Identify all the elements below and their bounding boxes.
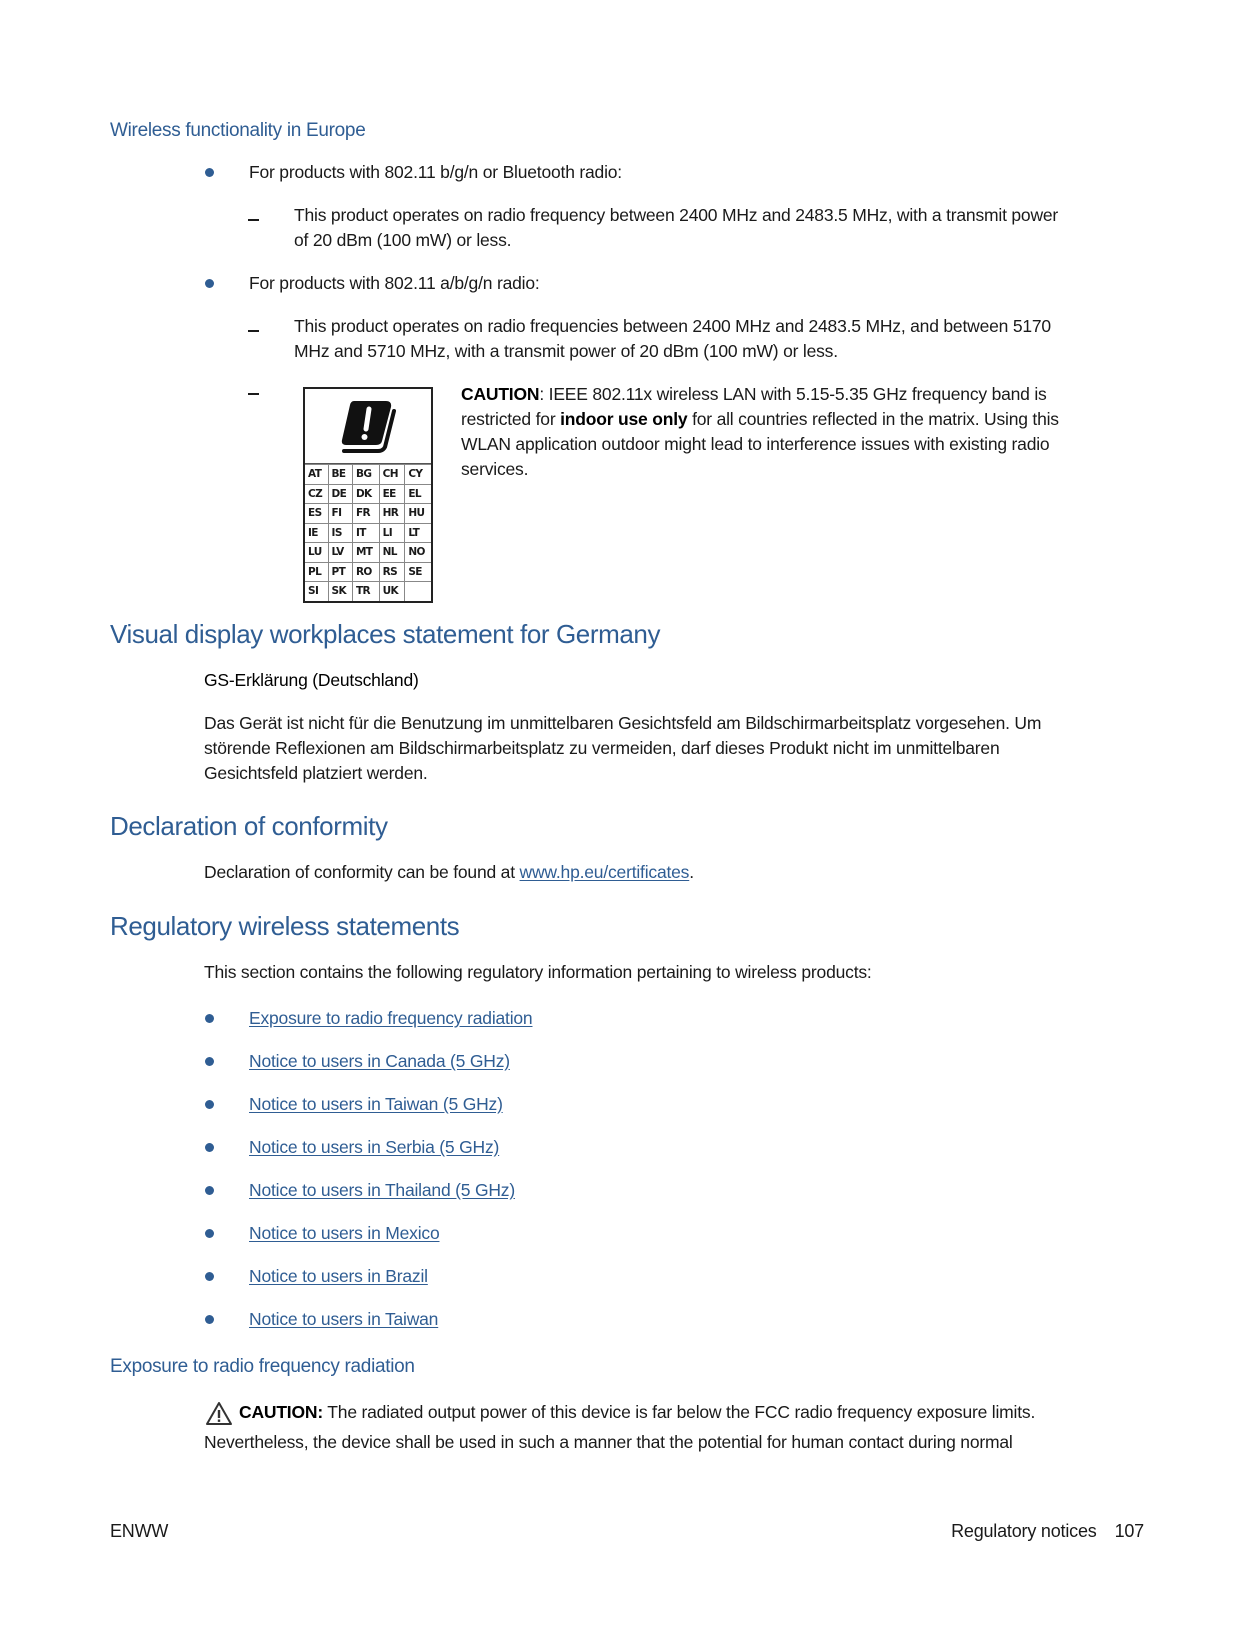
- paragraph-line: Gesichtsfeld platziert werden.: [204, 763, 428, 783]
- country-code-cell: NO: [405, 543, 431, 563]
- caution-line: : IEEE 802.11x wireless LAN with 5.15-5.35 GHz frequency band is: [539, 384, 1047, 404]
- country-code-cell: TR: [352, 582, 379, 601]
- exposure-caution-line: Nevertheless, the device shall be used in such a manner that the potential for human contact during normal: [204, 1432, 1013, 1452]
- country-row: [305, 504, 431, 524]
- country-row: [305, 562, 431, 582]
- country-code-cell: PT: [328, 562, 352, 582]
- germany-subheading: GS-Erklärung (Deutschland): [204, 670, 419, 690]
- country-row: [305, 465, 431, 485]
- country-code-cell: BE: [328, 465, 352, 485]
- bullet-text: For products with 802.11 b/g/n or Bluetooth radio:: [249, 162, 622, 182]
- country-code-cell: ES: [305, 504, 328, 524]
- country-code-cell: IE: [305, 523, 328, 543]
- country-table: [305, 464, 431, 601]
- sub-item-line: This product operates on radio frequencies between 2400 MHz and 2483.5 MHz, and between 5170: [294, 316, 1051, 336]
- country-code-cell: CZ: [305, 484, 328, 504]
- exposure-caution-line: [239, 1400, 1035, 1425]
- regulatory-link[interactable]: Notice to users in Mexico: [249, 1223, 440, 1243]
- country-code-cell: DE: [328, 484, 352, 504]
- caution-line: services.: [461, 459, 529, 479]
- conformity-heading: Declaration of conformity: [110, 811, 388, 841]
- exposure-caution-label: CAUTION:: [239, 1402, 323, 1422]
- bullet-icon: [205, 1315, 214, 1324]
- country-code-cell: FR: [352, 504, 379, 524]
- bullet-icon: [205, 168, 214, 177]
- country-row: [305, 582, 431, 601]
- country-code-cell: DK: [352, 484, 379, 504]
- country-code-cell: NL: [379, 543, 405, 563]
- bullet-icon: [205, 1272, 214, 1281]
- country-code-cell: RO: [352, 562, 379, 582]
- regulatory-link[interactable]: Notice to users in Taiwan (5 GHz): [249, 1094, 503, 1114]
- country-row: [305, 543, 431, 563]
- country-code-cell: CY: [405, 465, 431, 485]
- country-code-cell: LU: [305, 543, 328, 563]
- regulatory-link[interactable]: Exposure to radio frequency radiation: [249, 1008, 533, 1028]
- bullet-icon: [205, 1186, 214, 1195]
- country-code-cell: MT: [352, 543, 379, 563]
- regulatory-link[interactable]: Notice to users in Thailand (5 GHz): [249, 1180, 515, 1200]
- bullet-icon: [205, 279, 214, 288]
- country-code-cell: HU: [405, 504, 431, 524]
- country-code-cell: BG: [352, 465, 379, 485]
- regulatory-link[interactable]: Notice to users in Canada (5 GHz): [249, 1051, 510, 1071]
- sub-item-line: This product operates on radio frequency between 2400 MHz and 2483.5 MHz, with a transmit power: [294, 205, 1059, 225]
- country-code-cell: SK: [328, 582, 352, 601]
- regulatory-link[interactable]: Notice to users in Taiwan: [249, 1309, 439, 1329]
- sub-item-line: of 20 dBm (100 mW) or less.: [294, 230, 512, 250]
- country-code-cell: SE: [405, 562, 431, 582]
- country-code-cell: EL: [405, 484, 431, 504]
- exposure-heading: Exposure to radio frequency radiation: [110, 1356, 415, 1377]
- regulatory-link[interactable]: Notice to users in Brazil: [249, 1266, 428, 1286]
- indoor-use-warning-icon: [305, 389, 431, 464]
- regulatory-heading: Regulatory wireless statements: [110, 911, 460, 941]
- dash-icon: [248, 393, 259, 395]
- caution-line: The radiated output power of this device is far below the FCC radio frequency exposure limits.: [322, 1402, 1036, 1422]
- caution-label: CAUTION: [461, 384, 540, 404]
- footer-section: Regulatory notices: [951, 1521, 1097, 1541]
- certificates-link[interactable]: www.hp.eu/certificates: [519, 862, 690, 882]
- wireless-europe-heading: Wireless functionality in Europe: [110, 120, 366, 141]
- country-code-cell: AT: [305, 465, 328, 485]
- country-code-cell: CH: [379, 465, 405, 485]
- country-code-cell: LV: [328, 543, 352, 563]
- dash-icon: [248, 219, 259, 221]
- conformity-text: [204, 860, 694, 885]
- paragraph-line: störende Reflexionen am Bildschirmarbeitsplatz zu vermeiden, darf dieses Produkt nicht im unmittelbaren: [204, 738, 1000, 758]
- country-code-cell: LI: [379, 523, 405, 543]
- footer-right: [951, 1521, 1144, 1542]
- sub-item-line: MHz and 5710 MHz, with a transmit power of 20 dBm (100 mW) or less.: [294, 341, 838, 361]
- country-code-cell: PL: [305, 562, 328, 582]
- caution-text: [461, 382, 1059, 482]
- caution-line: WLAN application outdoor might lead to interference issues with existing radio: [461, 434, 1050, 454]
- country-code-cell: [405, 582, 431, 601]
- dash-icon: [248, 330, 259, 332]
- country-code-cell: HR: [379, 504, 405, 524]
- country-code-cell: LT: [405, 523, 431, 543]
- paragraph-line: Das Gerät ist nicht für die Benutzung im unmittelbaren Gesichtsfeld am Bildschirmarbeitsplatz vorgesehen. Um: [204, 713, 1042, 733]
- footer-left: ENWW: [110, 1521, 169, 1541]
- conformity-text-pre: Declaration of conformity can be found at: [204, 862, 520, 882]
- country-matrix: [303, 387, 433, 603]
- germany-heading: Visual display workplaces statement for Germany: [110, 619, 661, 649]
- bullet-icon: [205, 1057, 214, 1066]
- country-code-cell: UK: [379, 582, 405, 601]
- country-code-cell: SI: [305, 582, 328, 601]
- caution-line: for all countries reflected in the matrix. Using this: [687, 409, 1059, 429]
- indoor-use-emphasis: indoor use only: [560, 409, 688, 429]
- caution-line: restricted for: [461, 409, 561, 429]
- regulatory-intro: This section contains the following regulatory information pertaining to wireless products:: [204, 962, 872, 982]
- conformity-text-post: .: [689, 862, 694, 882]
- country-row: [305, 523, 431, 543]
- country-code-cell: IS: [328, 523, 352, 543]
- country-code-cell: FI: [328, 504, 352, 524]
- country-code-cell: EE: [379, 484, 405, 504]
- bullet-icon: [205, 1014, 214, 1023]
- bullet-icon: [205, 1229, 214, 1238]
- bullet-text: For products with 802.11 a/b/g/n radio:: [249, 273, 540, 293]
- germany-paragraph: [204, 711, 1041, 786]
- country-code-cell: RS: [379, 562, 405, 582]
- regulatory-link[interactable]: Notice to users in Serbia (5 GHz): [249, 1137, 500, 1157]
- bullet-icon: [205, 1100, 214, 1109]
- bullet-icon: [205, 1143, 214, 1152]
- page-number: 107: [1114, 1521, 1144, 1541]
- country-code-cell: IT: [352, 523, 379, 543]
- warning-triangle-icon: [205, 1401, 233, 1431]
- country-row: [305, 484, 431, 504]
